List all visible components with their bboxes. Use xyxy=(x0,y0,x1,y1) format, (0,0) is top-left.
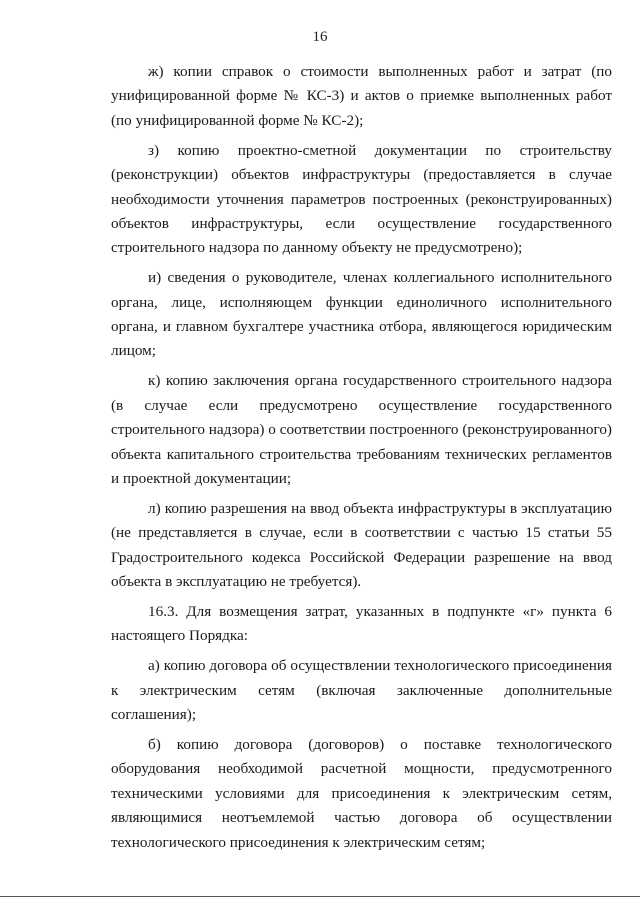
paragraph-16-3-heading: 16.3. Для возмещения затрат, указанных в подпункте «г» пункта 6 настоящего Порядка: xyxy=(111,603,612,645)
paragraph-b-equipment-supply-contract: б) копию договора (договоров) о поставке технологического оборудования необходимой расчетной мощности, предусмотренного техническими условиями для присоединения к электрическим сетям, являющимися неотъемлемой частью договора об осуществлении технологического присоединения к электрическим сетям; xyxy=(111,736,612,851)
paragraph-zh-ks3-ks2: ж) копии справок о стоимости выполненных работ и затрат (по унифицированной форме № КС-3) и актов о приемке выполненных работ (по унифицированной форме № КС-2); xyxy=(111,63,612,129)
paragraph-z-project-documentation: з) копию проектно-сметной документации по строительству (реконструкции) объектов инфраструктуры (предоставляется в случае необходимости уточнения параметров построенных (реконструированных) объектов инфраструктуры, если осуществление государственного строительного надзора по данному объекту не предусмотрено); xyxy=(111,141,612,257)
document-body xyxy=(111,60,612,861)
paragraph-l-commissioning-permit: л) копию разрешения на ввод объекта инфраструктуры в эксплуатацию (не представляется в случае, если в соответствии с частью 15 статьи 55 Градостроительного кодекса Российской Федерации разрешение на ввод объекта в эксплуатацию не требуется). xyxy=(111,499,612,591)
paragraph-k-construction-supervision: к) копию заключения органа государственного строительного надзора (в случае если предусмотрено осуществление государственного строительного надзора) о соответствии построенного (реконструированного) объекта капитального строительства требованиям технических регламентов и проектной документации; xyxy=(111,372,612,487)
page-number: 16 xyxy=(312,29,328,45)
paragraph-a-grid-connection-contract: а) копию договора об осуществлении технологического присоединения к электрическим сетям (включая заключенные дополнительные соглашения); xyxy=(111,657,612,724)
bottom-divider-line xyxy=(0,896,640,897)
paragraph-i-management-info: и) сведения о руководителе, членах коллегиального исполнительного органа, лице, исполняющем функции единоличного исполнительного органа, и главном бухгалтере участника отбора, являющегося юридическим лицом; xyxy=(111,269,612,360)
